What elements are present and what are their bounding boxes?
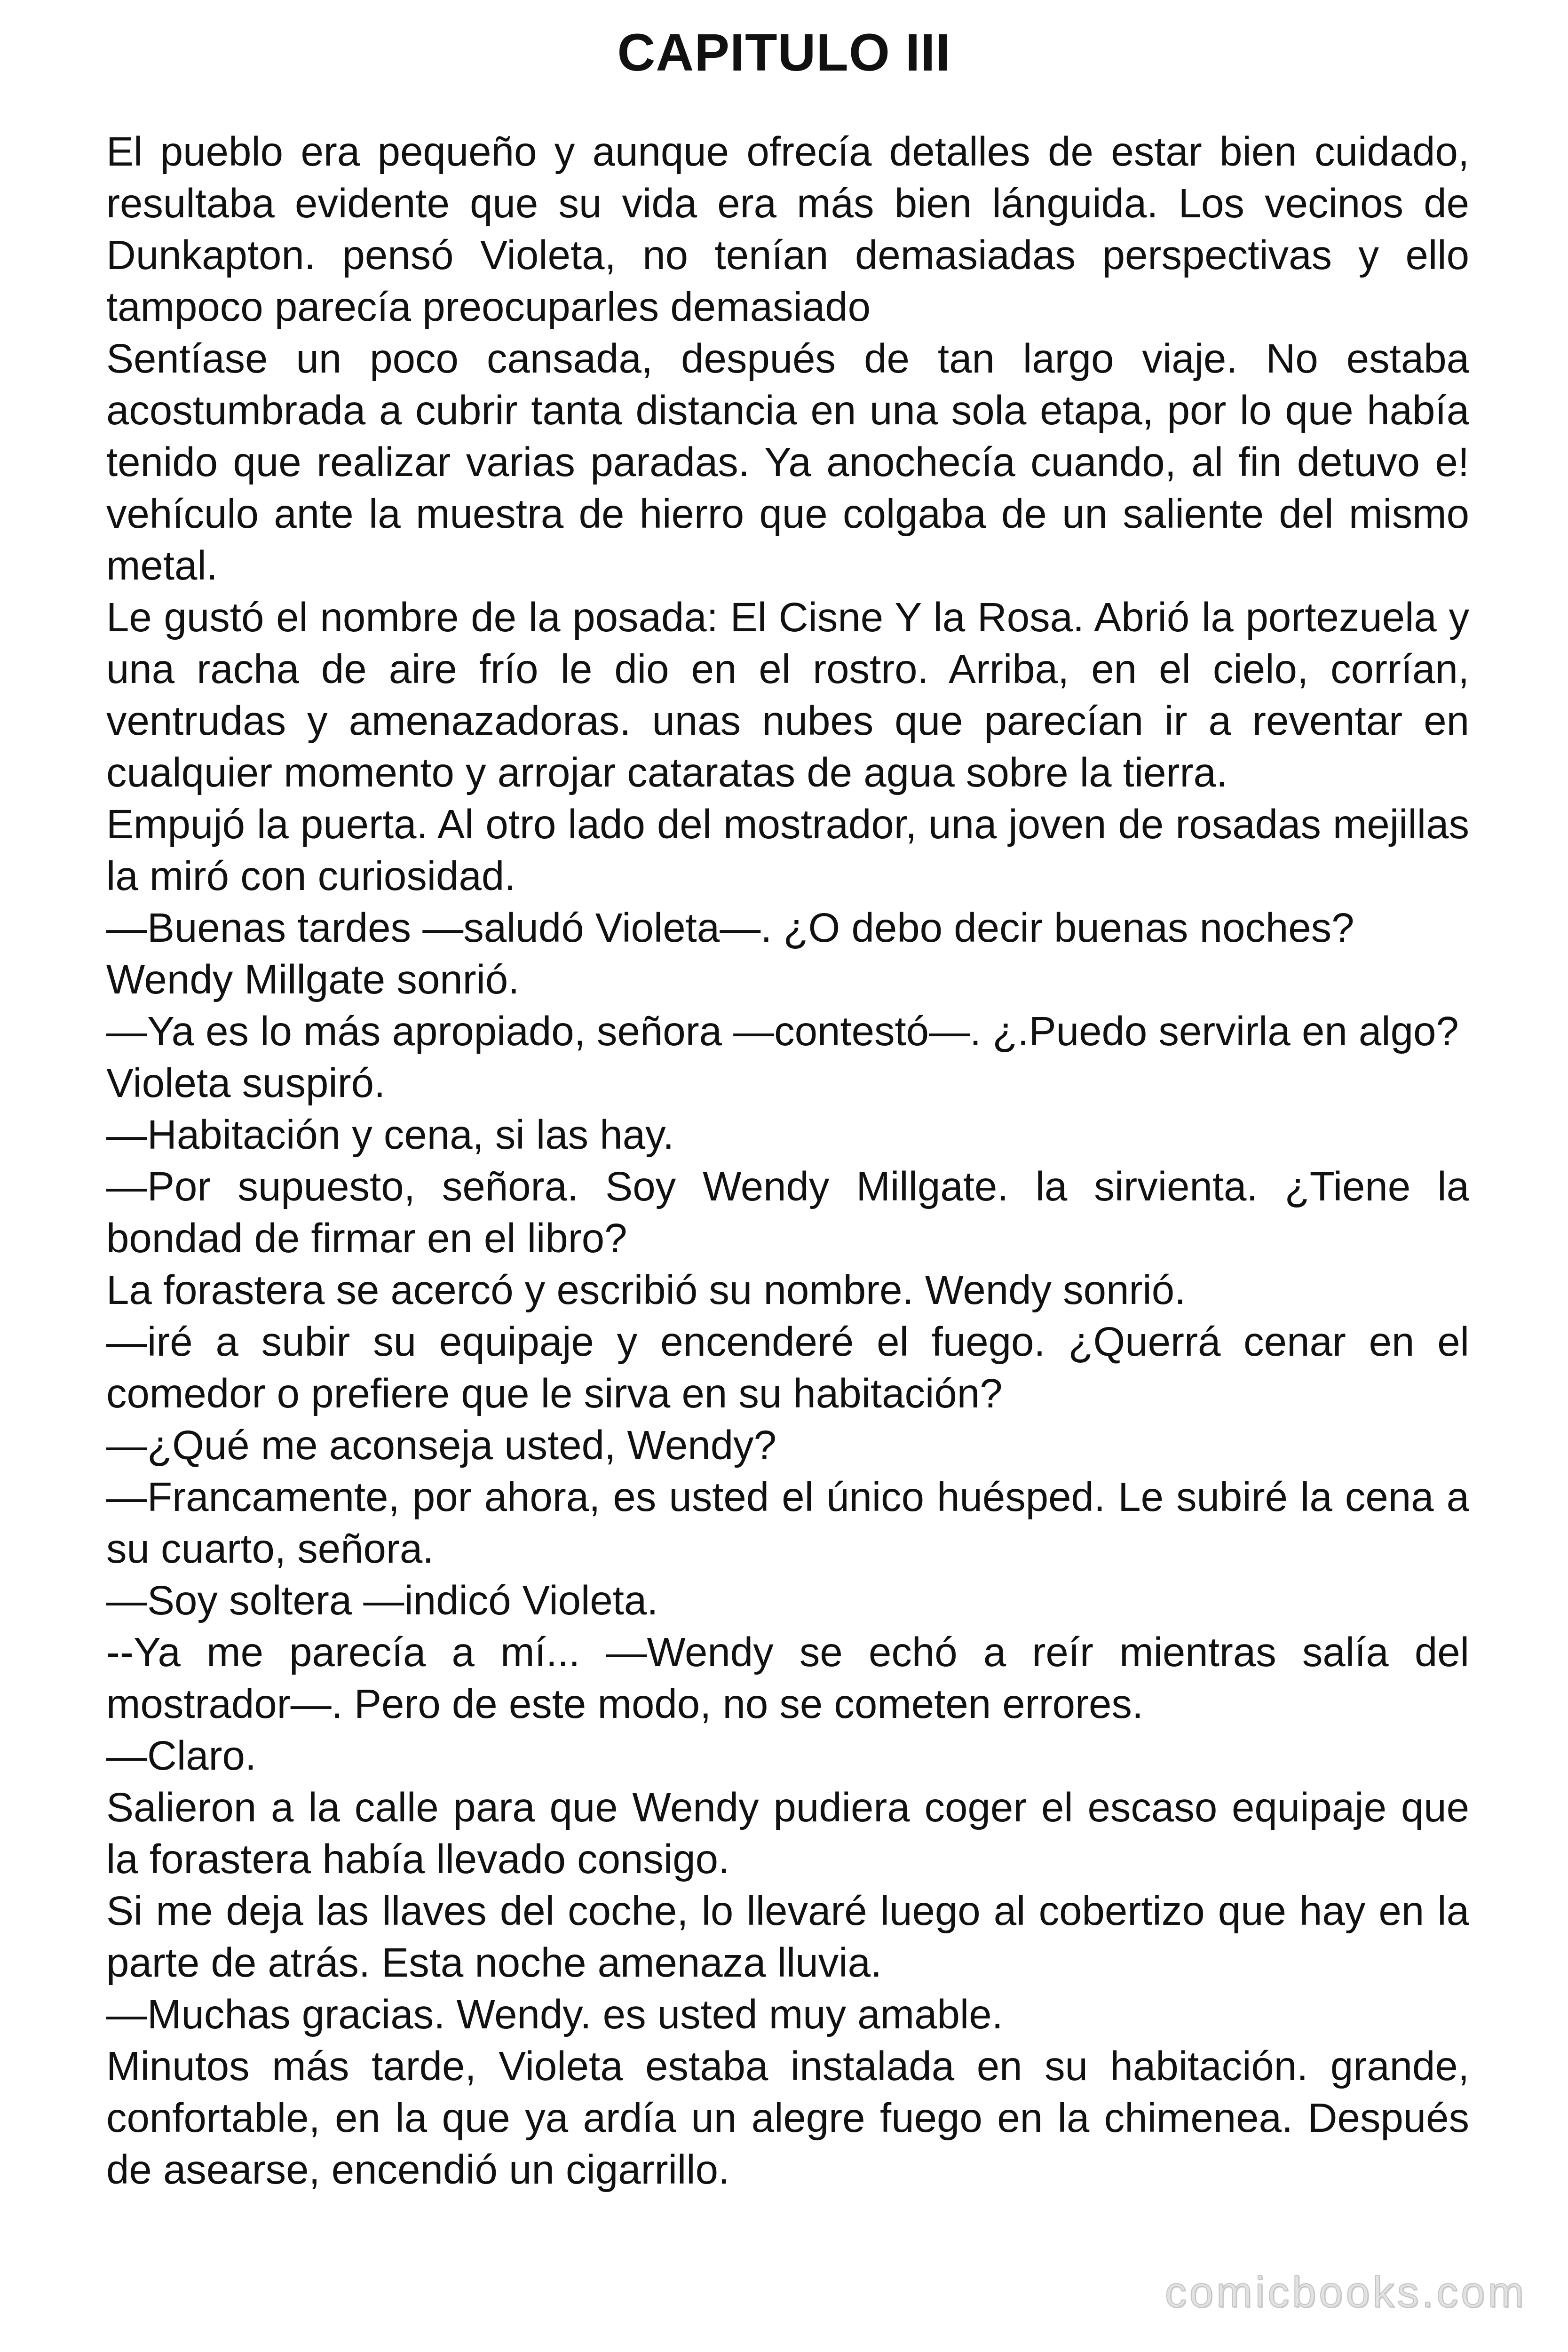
body-text [106,126,1469,2196]
paragraph: Empujó la puerta. Al otro lado del mostrador, una joven de rosadas mejillas la miró con curiosidad. [106,802,1469,899]
paragraph: —Soy soltera —indicó Violeta. [106,1578,658,1623]
paragraph: Le gustó el nombre de la posada: El Cisne Y la Rosa. Abrió la portezuela y una racha de aire frío le dio en el rostro. Arriba, en el cielo, corrían, ventrudas y amenazadoras. unas nubes que parecían ir a reventar en cualquier momento y arrojar cataratas de agua sobre la tierra. [106,595,1469,795]
paragraph: —Buenas tardes —saludó Violeta—. ¿O debo decir buenas noches? [106,905,1354,951]
paragraph: —Claro. [106,1733,257,1779]
paragraph: Si me deja las llaves del coche, lo llevaré luego al cobertizo que hay en la parte de atrás. Esta noche amenaza lluvia. [106,1888,1469,1986]
chapter-title: CAPITULO III [617,23,951,82]
paragraph: —¿Qué me aconseja usted, Wendy? [106,1422,776,1468]
paragraph: Salieron a la calle para que Wendy pudiera coger el escaso equipaje que la forastera había llevado consigo. [106,1785,1469,1882]
paragraph: —Por supuesto, señora. Soy Wendy Millgate. la sirvienta. ¿Tiene la bondad de firmar en el libro? [106,1164,1469,1261]
paragraph: El pueblo era pequeño y aunque ofrecía detalles de estar bien cuidado, resultaba evidente que su vida era más bien lánguida. Los vecinos de Dunkapton. pensó Violeta, no tenían demasiadas perspectivas y ello tampoco parecía preocuparles demasiado [106,129,1469,330]
paragraph: Minutos más tarde, Violeta estaba instalada en su habitación. grande, confortable, en la que ya ardía un alegre fuego en la chimenea. Después de asearse, encendió un cigarrillo. [106,2043,1469,2193]
paragraph: —Francamente, por ahora, es usted el único huésped. Le subiré la cena a su cuarto, señora. [106,1474,1469,1572]
paragraph: La forastera se acercó y escribió su nombre. Wendy sonrió. [106,1267,1186,1313]
paragraph: --Ya me parecía a mí... —Wendy se echó a reír mientras salía del mostrador—. Pero de este modo, no se cometen errores. [106,1629,1469,1727]
paragraph: —Muchas gracias. Wendy. es usted muy amable. [106,1992,1003,2037]
paragraph: Wendy Millgate sonrió. [106,957,520,1002]
paragraph: —iré a subir su equipaje y encenderé el fuego. ¿Querrá cenar en el comedor o prefiere que le sirva en su habitación? [106,1319,1469,1416]
paragraph: Violeta suspiró. [106,1060,386,1106]
paragraph: Sentíase un poco cansada, después de tan largo viaje. No estaba acostumbrada a cubrir tanta distancia en una sola etapa, por lo que había tenido que realizar varias paradas. Ya anochecía cuando, al fin detuvo e! vehículo ante la muestra de hierro que colgaba de un saliente del mismo metal. [106,336,1469,588]
watermark: comicbooks.com [1164,2268,1527,2316]
paragraph: —Habitación y cena, si las hay. [106,1112,674,1158]
paragraph: —Ya es lo más apropiado, señora —contestó—. ¿.Puedo servirla en algo? [106,1009,1459,1054]
